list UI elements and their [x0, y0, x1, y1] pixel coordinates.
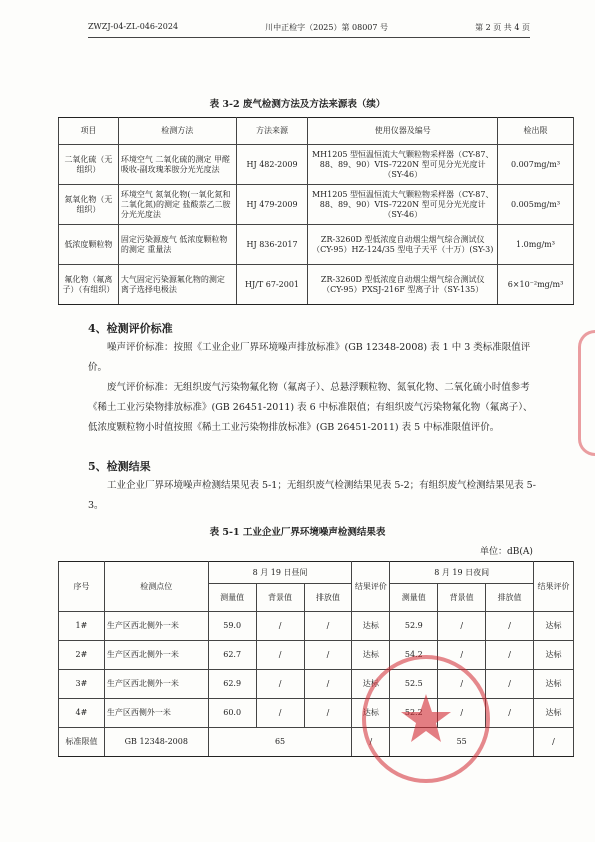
noise-standard-paragraph: 噪声评价标准：按照《工业企业厂界环境噪声排放标准》(GB 12348-2008) 表 1 中 3 类标准限值评价。	[88, 342, 531, 373]
value-cell: /	[304, 670, 352, 699]
eval-cell: 达标	[534, 612, 574, 641]
limit-cell: 6×10⁻²mg/m³	[498, 265, 574, 305]
limit-row	[59, 728, 574, 757]
eval-cell: 达标	[534, 699, 574, 728]
method-cell: 固定污染源废气 低浓度颗粒物的测定 重量法	[118, 225, 236, 265]
table-row	[59, 145, 574, 185]
eval-cell: 达标	[352, 612, 390, 641]
method-cell: 大气固定污染源氟化物的测定 离子选择电极法	[118, 265, 236, 305]
eval-cell: 达标	[534, 670, 574, 699]
section4-title: 4、检测评价标准	[88, 322, 173, 335]
instrument-cell: MH1205 型恒温恒流大气颗粒物采样器（CY-87、88、89、90）VIS-7220N 型可见分光光度计（SY-46）	[308, 185, 498, 225]
limit-cell: 0.007mg/m³	[498, 145, 574, 185]
col-point: 检测点位	[104, 562, 208, 612]
official-seal	[362, 655, 490, 783]
limit-standard-cell: GB 12348-2008	[104, 728, 208, 757]
item-cell: 氮氧化物（无组织）	[59, 185, 119, 225]
table-header-row	[59, 118, 574, 145]
point-cell: 生产区西北侧外一米	[104, 612, 208, 641]
table-row	[59, 699, 574, 728]
table-row	[59, 265, 574, 305]
instrument-cell: ZR-3260D 型低浓度自动烟尘烟气综合测试仪（CY-95）HZ-124/35 型电子天平（十万）(SY-3)	[308, 225, 498, 265]
value-cell: /	[256, 641, 304, 670]
eval-cell: 达标	[534, 641, 574, 670]
value-cell: /	[438, 670, 486, 699]
col-day-eval: 结果评价	[352, 562, 390, 612]
value-cell: /	[438, 641, 486, 670]
value-cell: /	[256, 670, 304, 699]
unit-label: 单位：dB(A)	[480, 547, 533, 557]
item-cell: 低浓度颗粒物	[59, 225, 119, 265]
col-day: 8 月 19 日昼间	[208, 562, 352, 584]
value-cell: /	[438, 612, 486, 641]
value-cell: 62.7	[208, 641, 256, 670]
value-cell: /	[486, 699, 534, 728]
eval-cell: 达标	[352, 670, 390, 699]
value-cell: 59.0	[208, 612, 256, 641]
value-cell: 62.9	[208, 670, 256, 699]
col-day-emission: 排放值	[304, 584, 352, 612]
col-source: 方法来源	[236, 118, 308, 145]
col-day-background: 背景值	[256, 584, 304, 612]
value-cell: /	[486, 612, 534, 641]
col-method: 检测方法	[118, 118, 236, 145]
day-limit-eval-cell: /	[352, 728, 390, 757]
night-limit-eval-cell: /	[534, 728, 574, 757]
source-cell: HJ 482-2009	[236, 145, 308, 185]
no-cell: 1#	[59, 612, 105, 641]
value-cell: /	[486, 641, 534, 670]
no-cell: 4#	[59, 699, 105, 728]
col-night-measured: 测量值	[390, 584, 438, 612]
instrument-cell: MH1205 型恒温恒流大气颗粒物采样器（CY-87、88、89、90）VIS-7220N 型可见分光光度计（SY-46）	[308, 145, 498, 185]
method-cell: 环境空气 二氧化硫的测定 甲醛吸收-副玫瑰苯胺分光光度法	[118, 145, 236, 185]
point-cell: 生产区西侧外一米	[104, 699, 208, 728]
col-night-background: 背景值	[438, 584, 486, 612]
value-cell: 60.0	[208, 699, 256, 728]
table-header-row	[59, 562, 574, 584]
table-row	[59, 185, 574, 225]
source-cell: HJ 479-2009	[236, 185, 308, 225]
value-cell: /	[256, 699, 304, 728]
limit-cell: 1.0mg/m³	[498, 225, 574, 265]
perforation-seal	[578, 330, 595, 456]
no-cell: 2#	[59, 641, 105, 670]
value-cell: /	[304, 699, 352, 728]
col-limit: 检出限	[498, 118, 574, 145]
item-cell: 氟化物（氟离子）（有组织）	[59, 265, 119, 305]
col-night: 8 月 19 日夜间	[390, 562, 534, 584]
value-cell: /	[304, 641, 352, 670]
point-cell: 生产区西北侧外一米	[104, 641, 208, 670]
limit-label-cell: 标准限值	[59, 728, 105, 757]
col-instrument: 使用仪器及编号	[308, 118, 498, 145]
value-cell: 54.2	[390, 641, 438, 670]
value-cell: /	[438, 699, 486, 728]
item-cell: 二氧化硫（无组织）	[59, 145, 119, 185]
results-paragraph: 工业企业厂界环境噪声检测结果见表 5-1；无组织废气检测结果见表 5-2；有组织废气检测结果见表 5-3。	[88, 480, 536, 511]
no-cell: 3#	[59, 670, 105, 699]
value-cell: /	[304, 612, 352, 641]
doc-code: ZWZJ-04-ZL-046-2024	[88, 22, 179, 31]
page-number: 第 2 页 共 4 页	[475, 23, 530, 32]
section5-title: 5、检测结果	[88, 460, 151, 473]
value-cell: 52.9	[390, 612, 438, 641]
col-no: 序号	[59, 562, 105, 612]
source-cell: HJ 836-2017	[236, 225, 308, 265]
method-cell: 环境空气 氮氧化物(一氧化氮和二氧化氮)的测定 盐酸萘乙二胺分光光度法	[118, 185, 236, 225]
value-cell: /	[256, 612, 304, 641]
value-cell: /	[486, 670, 534, 699]
limit-cell: 0.005mg/m³	[498, 185, 574, 225]
table-row	[59, 641, 574, 670]
col-night-eval: 结果评价	[534, 562, 574, 612]
source-cell: HJ/T 67-2001	[236, 265, 308, 305]
star-icon	[399, 692, 453, 746]
report-number: 川中正检字（2025）第 08007 号	[265, 23, 389, 32]
table1-caption: 表 3-2 废气检测方法及方法来源表（续）	[209, 99, 386, 110]
method-table	[58, 117, 574, 305]
instrument-cell: ZR-3260D 型低浓度自动烟尘烟气综合测试仪（CY-95）PXSJ-216F 型离子计（SY-135）	[308, 265, 498, 305]
gas-standard-paragraph: 废气评价标准：无组织废气污染物氟化物（氟离子）、总悬浮颗粒物、氮氧化物、二氧化硫小时值参考《稀土工业污染物排放标准》(GB 26451-2011) 表 6 中标准限值；有组织废气污染物氟化物（氟离子）、低浓度颗粒物小时值按照《稀土工业污染物排放标准》(GB 26451-2011) 表 5 中标准限值评价。	[88, 382, 533, 433]
eval-cell: 达标	[352, 699, 390, 728]
table-row	[59, 225, 574, 265]
eval-cell: 达标	[352, 641, 390, 670]
point-cell: 生产区西北侧外一米	[104, 670, 208, 699]
night-limit-cell: 55	[390, 728, 534, 757]
table2-caption: 表 5-1 工业企业厂界环境噪声检测结果表	[209, 527, 386, 538]
value-cell: 52.5	[390, 670, 438, 699]
table-row	[59, 670, 574, 699]
col-night-emission: 排放值	[486, 584, 534, 612]
table-row	[59, 612, 574, 641]
page-header	[88, 22, 530, 38]
col-item: 项目	[59, 118, 119, 145]
col-day-measured: 测量值	[208, 584, 256, 612]
noise-table	[58, 561, 574, 757]
day-limit-cell: 65	[208, 728, 352, 757]
